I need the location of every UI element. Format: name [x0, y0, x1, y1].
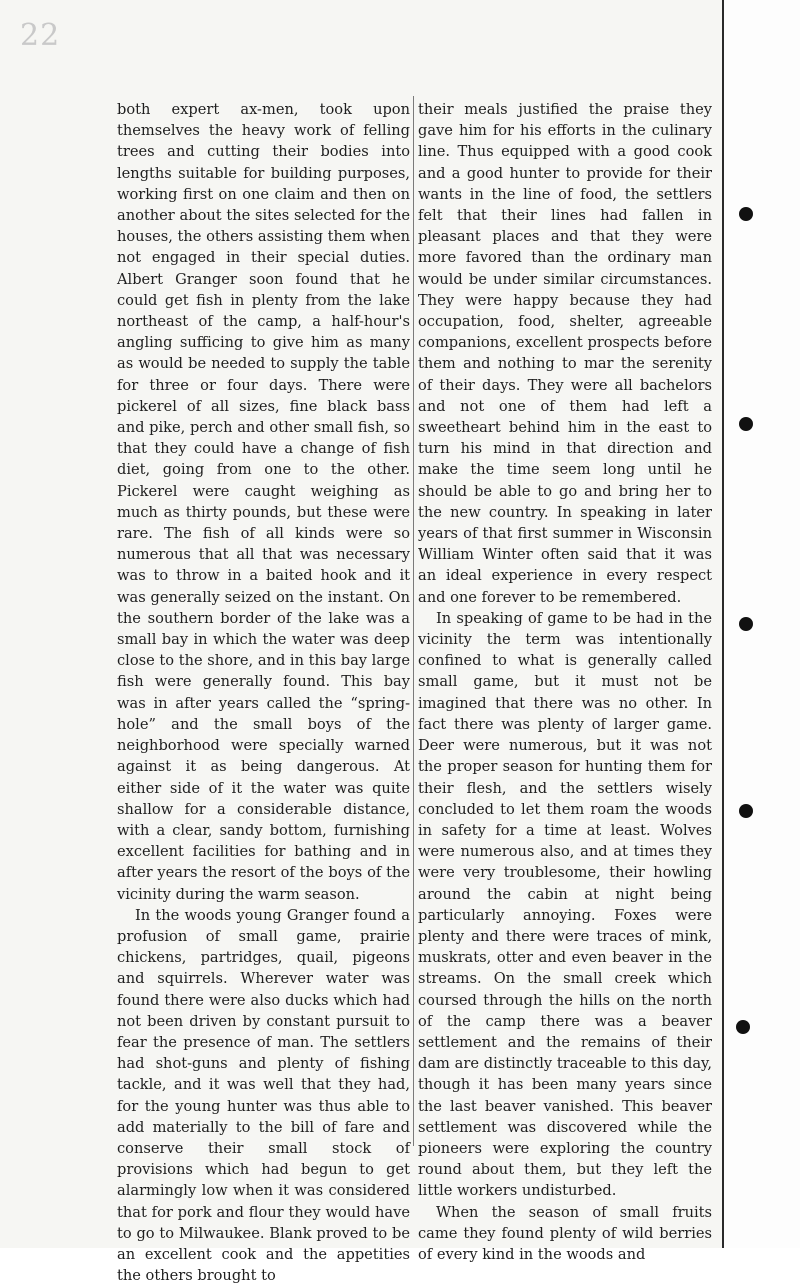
text-column-left	[117, 99, 410, 1286]
page-number: 22	[20, 18, 61, 53]
binding-hole-icon	[739, 804, 753, 818]
binding-hole-icon	[739, 417, 753, 431]
column-divider	[413, 96, 414, 1146]
paragraph: both expert ax-men, took upon themselves the heavy work of felling trees and cutting their bodies into lengths suitable for building purposes, working first on one claim and then on another about the sites selected for the houses, the others assisting them when not engaged in their special duties. Albert Granger soon found that he could get fish in plenty from the lake northeast of the camp, a half-hour's angling sufficing to give him as many as would be needed to supply the table for three or four days. There were pickerel of all sizes, fine black bass and pike, perch and other small fish, so that they could have a change of fish diet, going from one to the other. Pickerel were caught weighing as much as thirty pounds, but these were rare. The fish of all kinds were so numerous that all that was necessary was to throw in a baited hook and it was generally seized on the instant. On the southern border of the lake was a small bay in which the water was deep close to the shore, and in this bay large fish were generally found. This bay was in after years called the “spring-hole” and the small boys of the neighborhood were specially warned against it as being dangerous. At either side of it the water was quite shallow for a considerable distance, with a clear, sandy bottom, furnishing excellent facilities for bathing and in after years the resort of the boys of the vicinity during the warm season.	[117, 101, 410, 903]
binding-hole-icon	[739, 207, 753, 221]
binding-margin	[724, 0, 800, 1248]
paragraph: In the woods young Granger found a profusion of small game, prairie chickens, partridges, quail, pigeons and squirrels. Wherever water was found there were also ducks which had not been driven by constant pursuit to fear the presence of man. The settlers had shot-guns and plenty of fishing tackle, and it was well that they had, for the young hunter was thus able to add materially to the bill of fare and conserve their small stock of provisions which had begun to get alarmingly low when it was considered that for pork and flour they would have to go to Milwaukee. Blank proved to be an excellent cook and the appetities the others brought to	[117, 906, 410, 1285]
text-column-right	[418, 99, 712, 1265]
paragraph: In speaking of game to be had in the vicinity the term was intentionally confined to what is generally called small game, but it must not be imagined that there was no other. In fact there was plenty of larger game. Deer were numerous, but it was not the proper season for hunting them for their flesh, and the settlers wisely concluded to let them roam the woods in safety for a time at least. Wolves were numerous also, and at times they were very troublesome, their howling around the cabin at night being particularly annoying. Foxes were plenty and there were traces of mink, muskrats, otter and even beaver in the streams. On the small creek which coursed through the hills on the north of the camp there was a beaver settlement and the remains of their dam are distinctly traceable to this day, though it has been many years since the last beaver vanished. This beaver settlement was discovered while the pioneers were exploring the country round about them, but they left the little workers undisturbed.	[418, 609, 712, 1200]
paragraph: their meals justified the praise they gave him for his efforts in the culinary line. Thus equipped with a good cook and a good hunter to provide for their wants in the line of food, the settlers felt that their lines had fallen in pleasant places and that they were more favored than the ordinary man would be under similar circumstances. They were happy because they had occupation, food, shelter, agreeable companions, excellent prospects before them and nothing to mar the serenity of their days. They were all bachelors and not one of them had left a sweetheart behind him in the east to turn his mind in that direction and make the time seem long until he should be able to go and bring her to the new country. In speaking in later years of that first summer in Wisconsin William Winter often said that it was an ideal experience in every respect and one forever to be remembered.	[418, 101, 712, 606]
binding-hole-icon	[739, 617, 753, 631]
binding-hole-icon	[736, 1020, 750, 1034]
paragraph: When the season of small fruits came they found plenty of wild berries of every kind in the woods and	[418, 1203, 712, 1263]
